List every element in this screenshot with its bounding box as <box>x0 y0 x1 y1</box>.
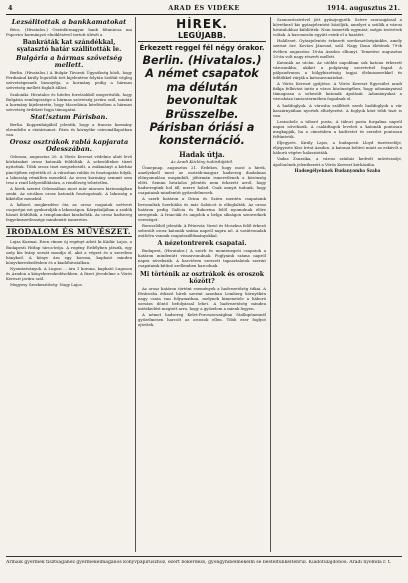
subheadline: A nézetontrerek csapatai. <box>157 240 247 248</box>
article-text: A háború megkezdése óta az orosz csapatok szétvert csoportjai ezt gyakorolják a lakosságon. Kárpátaljában a zsidók házait feldúlták, a templomokat kirabolták. Az orosz hadsereg fegyelmezetlensége mindenütt ismeretes. <box>6 202 132 223</box>
column-rule <box>135 17 136 552</box>
article-text: Haláleset. Gyászjelentés érkezett szerkesztőségünkbe, amely szerint özv. Kovács Jánosné, szül. Nagy Ilona életének 79-ik évében augusztus 18-án Aradon elhunyt. Temetése augusztus 20-án volt nagy részvét mellett. <box>273 38 402 59</box>
article-text: Vadas Zsuzsika, a városi színház kedvelt művésznője, ápolónőnek jelentkezett a Vörös Kereszt kórházába. <box>273 156 402 167</box>
headline-bank-rates: Lezsálitottak a bankkamatokat <box>11 18 127 26</box>
column-left <box>6 17 132 552</box>
section-title-latest: LEGÚJABB. <box>138 31 266 42</box>
page-number: 4 <box>8 4 13 12</box>
newspaper-title: ARAD ÉS VIDÉKE <box>168 4 240 12</box>
column-rule <box>270 17 271 552</box>
column-end-line: Hadsegélyeknek Budanyomba Szaba <box>294 167 381 173</box>
footer-rule <box>6 556 402 557</box>
article-text: Berlin. (Hivatalos.) A Bulgár Távirati Ügynökség közli, hogy Ferdinánd király legutóbb tett kijelentése folytán Szófiát végleg szövetségesnek bizonyítja, a kormány pedig a hármas szövetség mellett foglalt állást. <box>6 70 132 91</box>
article-text: Az orosz határon történt események a hadvezetőség titkai. A fővárosba érkező hírek szerint azonban Lemberg környékén nagy csata van folyamatban, melynek kimenetele a háború sorsára döntő befolyással lehet. A hadvezetőség minden intézkedést megtett arra, hogy a győzelem a mienk legyen. <box>138 285 266 311</box>
headline-odessa: Orosz osztrákok rablá kapjarata Odesszában. <box>9 138 129 154</box>
article-text: A Vörös Kereszt gyűjtése. A Vörös Kereszt Egyesület aradi fiókja felhívást intéz a város közönségéhez, hogy adományaival támogassa a sebesült katonák ápolását. Adományokat a városháza tanácstermében fogadnak el. <box>273 81 402 102</box>
headline-statarium: Stat!sztum Párisban. <box>30 112 108 121</box>
issue-date: 1914. augusztus 21. <box>326 4 400 12</box>
arrival-time-note: Érkezett reggel fél négy órakor. <box>139 44 265 52</box>
headline-brussels: Berlin. (Hivatalos.) A német csapatok ma délután bevonultak Brüsszelbe. Párisban óriási a konsternáció. <box>142 54 262 148</box>
section-heading-literature: IRODALOM ÉS MŰVÉSZET. <box>7 227 131 237</box>
subheadline: Bankráták kat szándékkal, syatasztó határ szállították le. <box>16 39 122 54</box>
article-text: Lujza Kozmai. Ezen címen új regényt adott ki Kádár Lajos, a Budapesti Hírlap tárca-írója. A regény Erdélyben játszik, egy szép kis leány sorsát mondja el, akit a végzet és a szerelem hánykod. A könyv ára egy korona, kapható minden könyvkereskedésben és a kiadóhivatalban. <box>6 239 132 265</box>
article-text: Megyesy Szerkesztőség: Nagy Lajos. <box>10 282 83 288</box>
article-text: A hírek szerint Odesszában most már nincsen biztonságban senki. Az utcákon orosz katonák fosztogatnak. A lakosság a kikötőbe menekül. <box>6 185 132 201</box>
column-middle <box>138 17 266 552</box>
article-text: A hadifoglyok. A városba szállított szerb hadifoglyok a vár kaszárnyáiban nyertek elhelyezést. A foglyok közt több tiszt is van. <box>273 102 402 118</box>
article-text: Szaloniki. Hivatalos és hiteles forrásokból megerősítik, hogy Bulgária semlegessége a hármas szövetség javára szól, miután a kormány kijelentette, hogy Macedónia kérdésében a hármas szövetség érdekeit fogja támogatni. <box>6 91 132 112</box>
article-text: Eljegyzés. Király Lajos, a budapesti Lloyd tisztviselője, eljegyezte Kiss Irént Aradon. A katonai behívó miatt az esküvőt a háború végére halasztották. <box>273 140 402 156</box>
column-right <box>273 17 402 552</box>
article-text: Boroszlóból jelentik: A Pétervár, Varsó és Moszkva felől érkező sebesült orosz katonák száma napról napra nő. A vasútvonalak zsúfolva vannak csapatszállítmányokkal. <box>138 222 266 239</box>
section-title-news: HÍREK. <box>176 17 228 31</box>
article-text: Szomorúszívűvel jött gyászjegyzék. Szívre szorongással a következő kis gyászjelentést közöljük, amelyet a szülők a városi hivatalokhoz küldöttek: Nem ismerték egymást, mégis testvérek voltak. A harcmezőn együtt estek el a hazáért. <box>273 17 402 38</box>
footer-line: Ármaik gyermek tisztságáhez gyermekelmagános könyvpapiruszhoz, ezért bőkérdezs, gyöngyhibelmekelm se besteltünkeltébrül. Kiadótulajdonos: Aradi nyomda r. t. <box>6 560 392 565</box>
article-text: Budapest, (Hivatalos.) A szerb és montenegrói csapatok a határon mindenütt visszavonulnak. Foglyaink száma napról napra növekszik. A harctéren szerzett tapasztalatok szerint csapataink kitűnő szellemben harcolnak. <box>138 248 266 269</box>
article-text: A német hadsereg Kelet-Poroszországban Stallupönennél győzelmesen harcolt az oroszok ellen. Több ezer foglyot ejtettek. <box>138 312 266 328</box>
article-text: Ünnepnap, augusztus 21. Érdekes, hogy most a hírek, amelyekről most az osztrák-magyar hadsereg diadalmas előnyomulása megindult, jóformán ismeretlenek a közönség előtt. Semmi hivatalos jelentés nem érkezett arról, hogy hadseregünk hol áll, merre halad. Csak annyit tudunk, hogy csapataink mindenütt győzedelmesek. <box>138 164 266 196</box>
article-text: Nyomtatványok. A Lugosi ... ára 1 korona, kapható Lugoson és Aradon a könyvkereskedésekben. A füzet jövedelme a Vörös Kereszt javára szól. <box>6 265 132 282</box>
headline-bulgaria: Bulgária a hármas szövetség mellett. <box>15 54 123 70</box>
byline: Az Aradi Közlöny tudósítójától. <box>170 158 234 164</box>
article-text: Odessza, augusztus 20. A Vörös Kereszt védelme alatt levő kórházakat orosz katonák feldúlták. A sebesültekre tüzet nyitottak. Több orosz tiszt megsebesült, a zsákmányt a kórház pincéjében rejtették el. A városban rablás és fosztogatás folyik, a lakosság rémülten menekül. Az orosz kormány semmit sem tesz a rend helyreállítására, a rendőrség tehetetlen. <box>6 154 132 185</box>
subheadline: Hadak útja. <box>179 149 225 159</box>
article-text: A szerb határon a Drina és Száva mentén csapataink bevonultak Szerbiába és már Sabácot is elfoglalták. Az orosz határon pedig Galícia és Bukovina felől nyomulnak előre seregeink. A franciák és angolok a belga síkságon szenvednek vereséget. <box>138 196 266 222</box>
article-text: Bécs, (Hivatalos.) Osztrák-magyar bank főtanácsa ma Popovics kormányzó elnöklésével tartott ülését a <box>6 27 132 38</box>
article-text: Berlin. Koppenhágából jelentik, hogy a francia kormány elrendelte a statáriumot. Páris és környéke ostromállapotban van. <box>6 121 132 138</box>
subheadline: Mi történik az osztrákok és oroszok között? <box>140 270 264 285</box>
newspaper-page <box>6 4 402 579</box>
masthead <box>6 4 402 15</box>
article-text: Katonák az utcán. Az utóbbi napokban sok katona érkezett városunkba, akiket a polgárság szeretettel fogad. A pályaudvaron a hölgybizottság tagjai élelmiszerekkel és üdítőkkel várják a katonavonatokat. <box>273 59 402 81</box>
article-text: Lesisobele a táboré posta. A tábori posta forgalma napról napra növekszik. A családtagok leveleit a katonák pontosan megkapják, ha a címzésben a hadtestet és ezredet pontosan feltüntetik. <box>273 118 402 140</box>
